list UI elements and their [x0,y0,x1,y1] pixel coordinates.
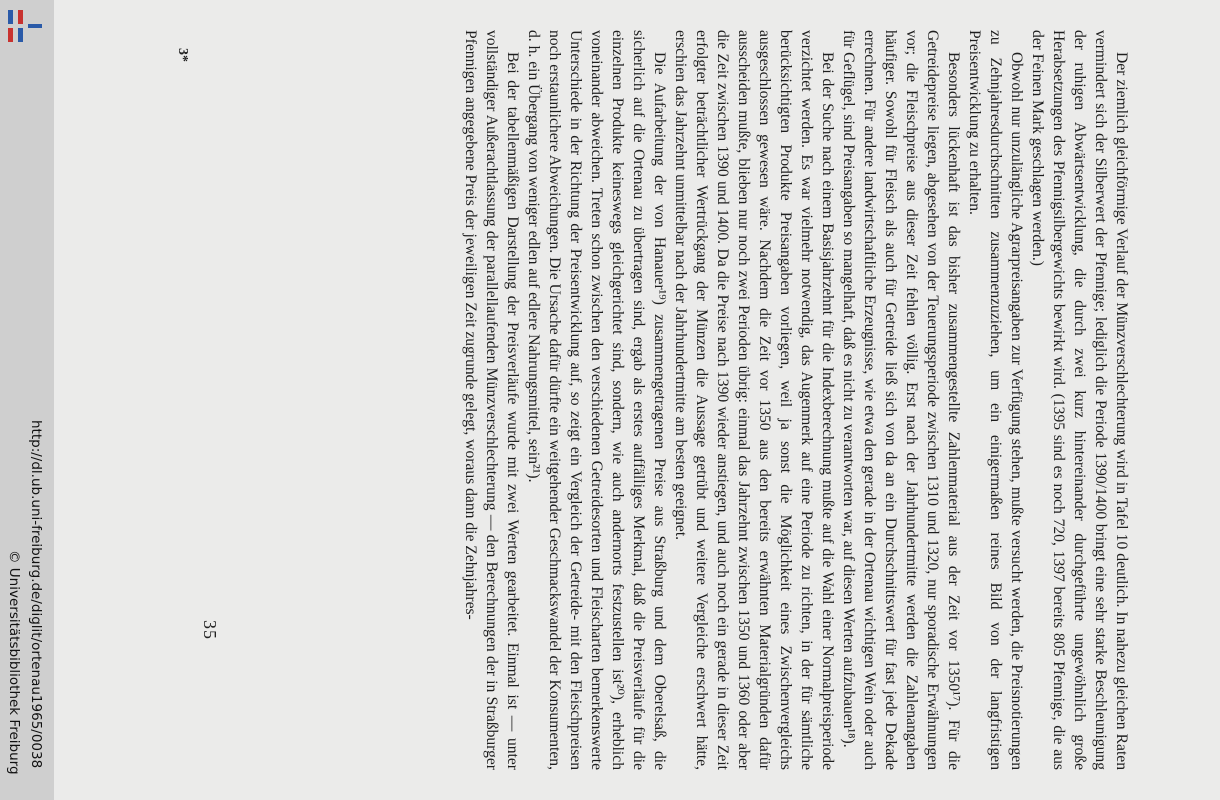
paragraph-5: Die Aufarbeitung der von Hanauer¹⁹) zusammengetragenen Preise aus Straßburg und dem Oberelsaß, die sicherlich auf die Ortenau zu übertragen sind, ergab als erstes auffälliges Merkmal, daß die Preisverläufe für die einzelnen Produkte keineswegs gleichgerichtet sind, sondern, wie auch andernorts festzustellen ist²⁰), erheblich voneinander abweichen. Treten schon zwischen den verschiedenen Getreidesorten und Fleischarten bemerkenswerte Unterschiede in der Richtung der Preisentwicklung auf, so zeigt ein Vergleich der Getreide- mit den Fleischpreisen noch erstaunlichere Abweichungen. Die Ursache dafür dürfte ein weitgehender Geschmackswandel der Konsumenten, d. h. ein Übergang von weniger edlen auf edlere Nahrungsmittel, sein²¹). [525,30,668,770]
paragraph-1: Der ziemlich gleichförmige Verlauf der Münzverschlechterung wird in Tafel 10 deutlich. In nahezu gleichen Raten vermindert sich der Silberwert der Pfennige; lediglich die Periode 1390/1400 bringt eine sehr starke Beschleunigung der ruhigen Abwärtsentwicklung, die durch zwei kurz hintereinander durchgeführte ungewöhnlich große Herabsetzungen des Pfennigsilbergewichts bewirkt wird. (1395 sind es noch 720, 1397 bereits 805 Pfennige, die aus der Feinen Mark geschlagen werden.) [1029,30,1130,770]
page-number: 35 [200,620,220,640]
scanned-page [54,0,1220,800]
rotated-sheet [54,0,1220,800]
paragraph-2: Obwohl nur unzulängliche Agrarpreisangaben zur Verfügung stehen, mußte versucht werden, die Preisnotierungen zu Zehnjahresdurchschnitten zusammenzuziehen, um ein einigermaßen reines Bild von der langfristigen Preisentwicklung zu erhalten. [966,30,1025,770]
paragraph-4: Bei der Suche nach einem Basisjahrzehnt für die Indexberechnung mußte auf die Wahl einer Normalpreisperiode verzichtet werden. Es war vielmehr notwendig, das Augenmerk auf eine Periode zu richten, in der für sämtliche berücksichtigten Produkte Preisangaben vorliegen, weil ja sonst die Möglichkeit eines Zwischenvergleichs ausgeschlossen gewesen wäre. Nachdem die Zeit vor 1350 aus den bereits erwähnten Materialgründen dafür ausscheiden mußte, blieben nur noch zwei Perioden übrig: einmal das Jahrzehnt zwischen 1350 und 1360 oder aber die Zeit zwischen 1390 und 1400. Da die Preise nach 1390 wieder anstiegen, und auch noch ein gerade in dieser Zeit erfolgter beträchtlicher Wertrückgang der Münzen die Aussage getrübt und weitere Vergleiche erschwert hätte, erschien das Jahrzehnt unmittelbar nach der Jahrhundertmitte am besten geeignet. [672,30,836,770]
copyright-notice: © Universitätsbibliothek Freiburg [6,550,22,775]
signature-mark: 3* [175,48,190,62]
source-strip [0,0,54,800]
paragraph-6: Bei der tabellenmäßigen Darstellung der Preisverläufe wurde mit zwei Werten gearbeitet. Einmal ist — unter vollständiger Außerachtlassung der parallellaufenden Münzverschlechterung — den Berechnungen der in Straßburger Pfennigen angegebene Preis der jeweiligen Zeit zugrunde gelegt, woraus dann die Zehnjahres- [462,30,521,770]
body-text [460,30,1132,770]
paragraph-3: Besonders lückenhaft ist das bisher zusammengestellte Zahlenmaterial aus der Zeit vor 1350¹⁷). Für die Getreidepreise liegen, abgesehen von der Teuerungsperiode zwischen 1310 und 1320, nur sporadische Erwähnungen vor; die Fleischpreise aus dieser Zeit fehlen völlig. Erst nach der Jahrhundertmitte werden die Zahlenangaben häufiger. Sowohl für Fleisch als auch für Getreide ließ sich von da an ein Durchschnittswert für fast jede Dekade errechnen. Für andere landwirtschaftliche Erzeugnisse, wie etwa den gerade in der Ortenau wichtigen Wein oder auch für Geflügel, sind Preisangaben so mangelhaft, daß es nicht zu verantworten war, auf diesen Werten aufzubauen¹⁸). [840,30,962,770]
library-logo-icon [4,6,44,46]
source-url[interactable]: http://dl.ub.uni-freiburg.de/diglit/ortenau1965/0038 [28,420,44,769]
